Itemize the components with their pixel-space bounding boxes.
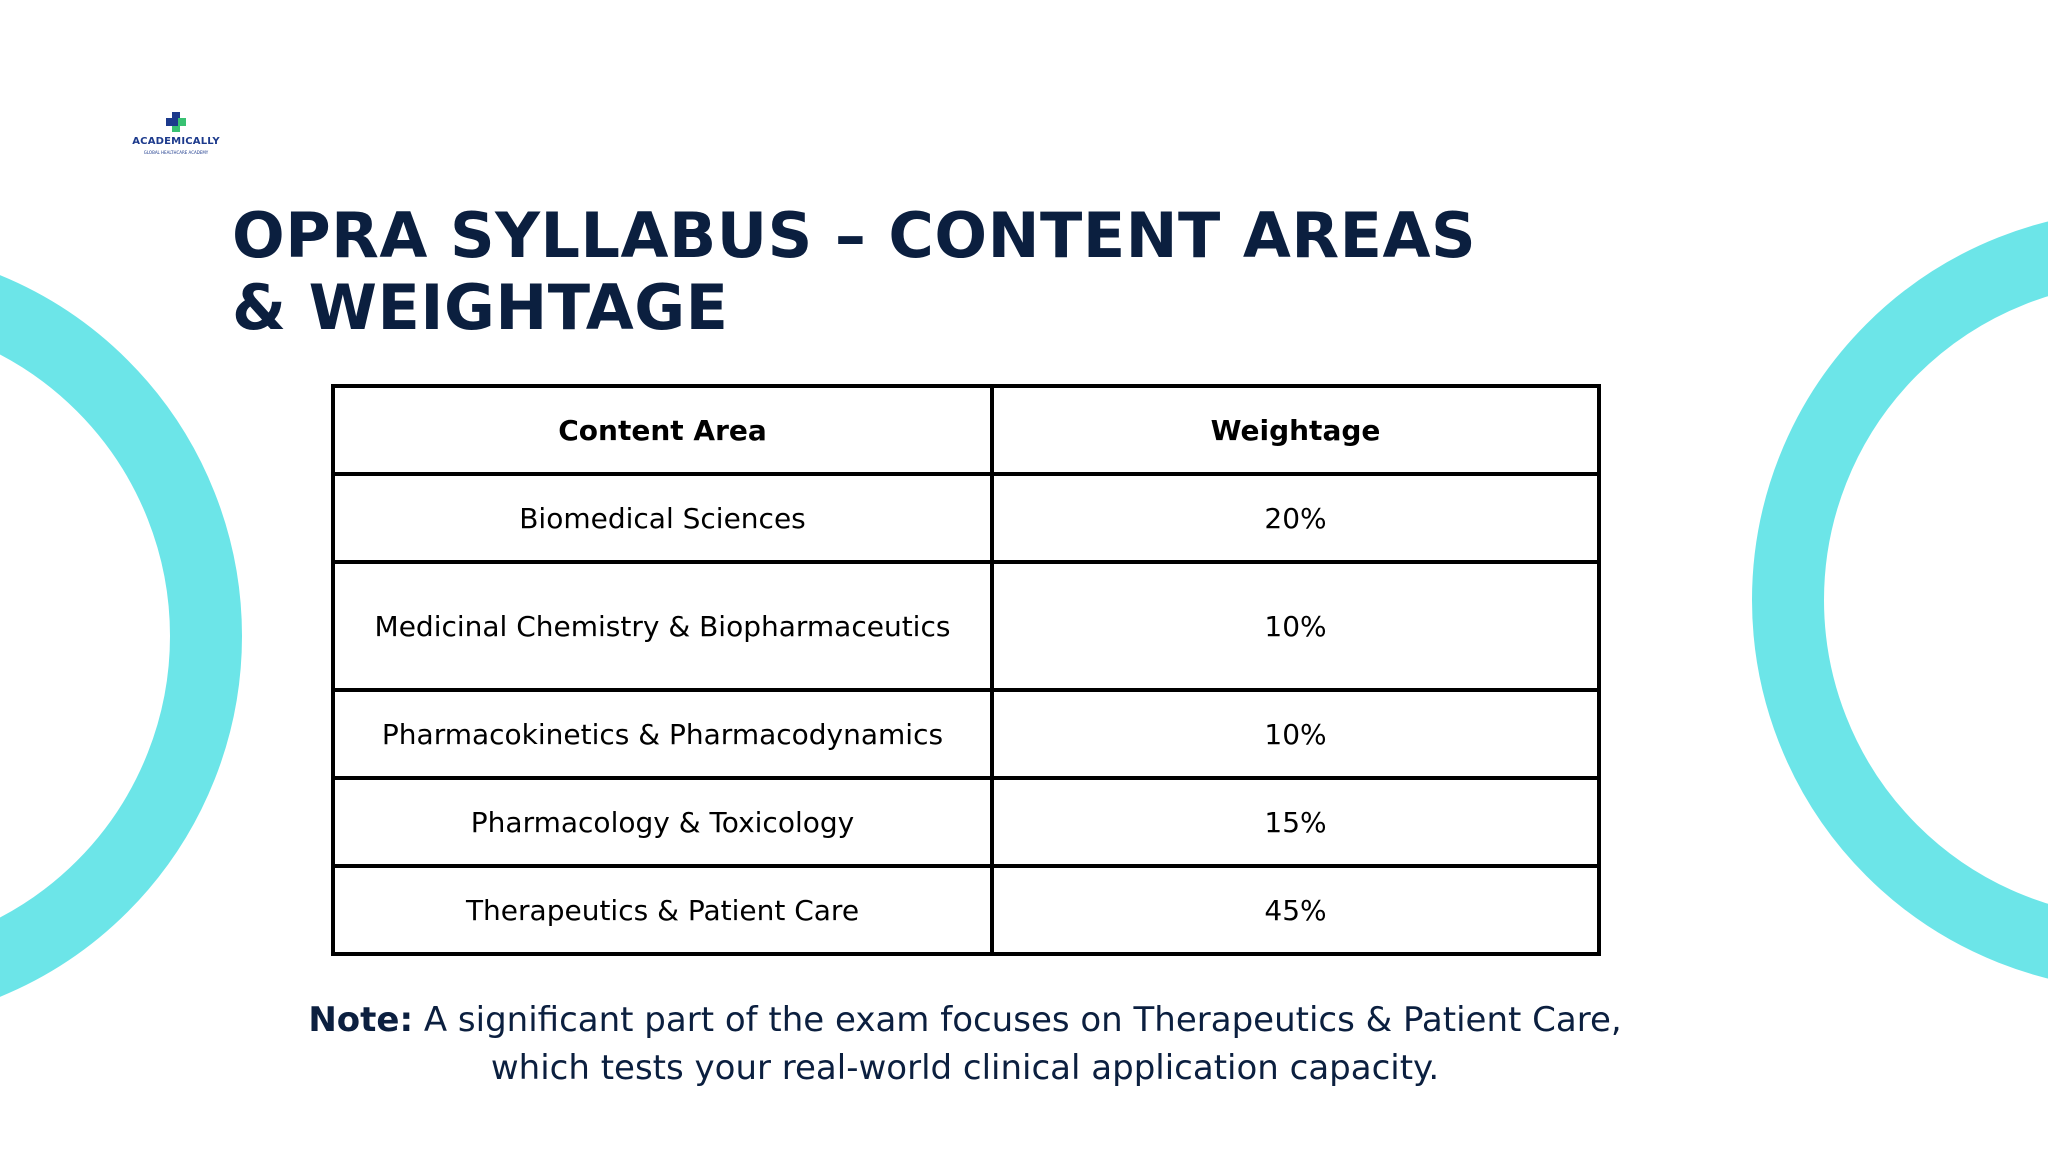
column-header-weightage: Weightage: [992, 386, 1599, 474]
column-header-content-area: Content Area: [333, 386, 992, 474]
table-row: [333, 562, 1599, 690]
exam-note: [300, 996, 1630, 1092]
logo-name: ACADEMICALLY: [132, 136, 220, 147]
content-area-cell: Biomedical Sciences: [333, 474, 992, 562]
content-area-cell: Pharmacology & Toxicology: [333, 778, 992, 866]
academically-logo: [124, 110, 228, 158]
weightage-cell: 10%: [992, 562, 1599, 690]
slide-title: OPRA SYLLABUS – CONTENT AREAS & WEIGHTAGE: [232, 199, 1477, 344]
weightage-cell: 15%: [992, 778, 1599, 866]
medical-cross-icon: [164, 110, 188, 134]
syllabus-table: [331, 384, 1601, 956]
content-area-cell: Pharmacokinetics & Pharmacodynamics: [333, 690, 992, 778]
logo-tagline: GLOBAL HEALTHCARE ACADEMY: [143, 150, 209, 155]
table-header-row: [333, 386, 1599, 474]
decorative-ring-left: [0, 246, 242, 1026]
weightage-cell: 10%: [992, 690, 1599, 778]
decorative-ring-right: [1752, 210, 2048, 990]
table-row: [333, 474, 1599, 562]
table-row: [333, 690, 1599, 778]
table-row: [333, 866, 1599, 954]
weightage-cell: 20%: [992, 474, 1599, 562]
table-row: [333, 778, 1599, 866]
note-label: Note:: [308, 1000, 414, 1040]
note-text: A significant part of the exam focuses on Therapeutics & Patient Care, which tests your real-world clinical application capacity.: [423, 1000, 1622, 1088]
weightage-cell: 45%: [992, 866, 1599, 954]
content-area-cell: Therapeutics & Patient Care: [333, 866, 992, 954]
content-area-cell: Medicinal Chemistry & Biopharmaceutics: [333, 562, 992, 690]
